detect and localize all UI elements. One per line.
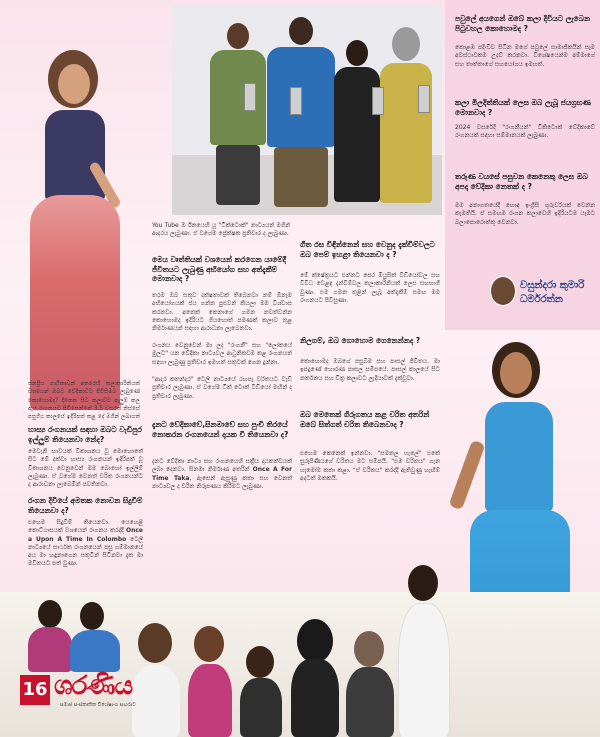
photo-two-women [20, 592, 130, 672]
photo-man-elder [340, 625, 400, 737]
rmid-q3-body: එහෙම කෙනෙක් ඉන්නවා. "සමනල හැලේ" එකේ සුරූපිණියගේ චරිතය මට සමීපයි. "එම චරිතය" ගැන හැමෝම කතා කළා. "ඒ චරිතය" කරද්දී ඇතිවුණු හැඟීම් අදටත් මතකයි. [300, 450, 440, 482]
right-q2-heading: කලා මිලදිත්තියක් ලෙස ඔබ ලැබූ ජයග්‍රහණ මොනවාද ? [455, 98, 591, 117]
left-q1-heading: හාස්‍ය රංගනයක් සඳහා ඔබට වැඩිපුර ඉල්ලුම් තියෙනවා නේද? [28, 425, 142, 444]
photo-woman-white [392, 555, 452, 737]
left-q2-body-pre: එහෙම සිදුවීම් තියෙනවා. යෙහෙළි කොට්ඨාසයක් වශයෙන් රංගනය කරද්දී [28, 519, 143, 535]
photo-woman-hijab [285, 615, 345, 737]
photo-woman-pink [182, 620, 237, 737]
page-number: 16 [20, 675, 50, 705]
mid-q1-heading: මෙය වෘත්තියක් වශයෙන් කරගෙන යාමේදී ජීවිතයට ලැබුණු අභියෝග සහ අත්දැකීම් මොනවාද ? [152, 255, 287, 283]
right-q1-heading: පවුලේ අයගෙන් ඔබේ කලා දිවියට ලැබෙන පිටුවහල කොහොමද ? [455, 14, 591, 33]
author-avatar [490, 276, 516, 306]
left-q2-body-post: ටෙලි නාට්‍යයේ සාර්ථක රංගනයෙන් පසු ගම්මානයේ අය මා හඳුනාගෙන සතුටින් සිටිනවා දැක මා මවිතයට පත් වුණා. [28, 535, 143, 568]
mid-q1-body2: රංගනය වෙනුවෙන් මා ලද "රංගනී" සහ "ලෝකයේ මුලට" යන වේදිකා නාට්‍යවල ආධුනිකවම කළ රංගනයන් සඳහා ලැබුණු ප්‍රතිචාර ඉමහත් සතුටක් ගෙන දුන්නා. [152, 342, 292, 366]
model-photo-left [0, 10, 150, 410]
author-name-line2: ධර්මරත්න [520, 294, 563, 305]
right-q3-body: මම අනාගතයේදී හොඳ ඉංග්‍රීසි ගුරුවරියක් වෙන්න කැමතියි. ඒ සමඟම රංගන කලාවෙහි ඉදිරියටම යෑමට බලාපොරොත්තු වෙනවා. [455, 202, 595, 226]
rmid-q2-heading: නිලගම්, ඔබ ගොහොම ගෙනෙන්නද ? [300, 336, 421, 345]
mid-intro: You Tube ඔ ඊනයෙහි යූ "ටික්ටොක්" නාට්‍යයන් මගින් ආදරය ලැබුණා. ඒ වගේම ප්‍රේක්ෂක ප්‍රතිචාර ද ලැබුණා. [152, 222, 290, 238]
left-q2-body [28, 519, 143, 581]
mid-q2-heading: දැනට වේදිකාවේ,සිනමාවේ සහ පුංචි තිරයේ නොකරන රංගනයෙන් දායක වී තියෙනවා ද? [152, 420, 289, 439]
right-q3-heading: තරුණ වයසේ පසුවන කෙනෙකු ලෙස ඔබ අපදා වේදිකා නෙතක් ද ? [455, 172, 588, 191]
photo-woman-dark [236, 640, 286, 737]
mid-q1-body3: "ආදර කතන්දර" ටෙලි නාට්‍යයේ රඟපෑ චරිතයට වැඩි ප්‍රතිචාර ලැබුණා. ඒ වගේම ටික් ටොක් වීඩියෝ මඟින් ද ප්‍රතිචාර ලැබුණා. [152, 376, 292, 400]
brand-subtitle: සමාජ සංස්කෘතික විශේෂාංග සඟරාව [60, 702, 136, 708]
mid-q2-body-pre: දැනට වේදිකා නාට්‍ය සහ රංගනයෙහි සක්‍රීය දායකත්වයක් ලබා දෙනවා. සිනමා නිර්මාණ අතරින් [152, 458, 292, 474]
mid-q1-body: තරම ඔබ සතුව දක්ෂතාවක් තිබෙනවා නම් ඕනෑම අභියෝගයක් ජය ගන්න පුළුවන් කියලා මම විශ්වාස කරනවා. අනෙක් කෙනාගේ ගමන නවත්වන්න කොහොමද ඉදිරියට ගියහොත් පමණක් කලාව තුළ නිර්මාණයන් සඳහා ආරාධනා ලැබෙනවා. [152, 292, 292, 333]
left-q1-body: මෙවැනි භාවයක් විකාශනය වූ මොහොතේ සිට මේ දක්වා හාස්‍ය රංගනයන් ඉදිරිපත් වූ විකාශනය වෙනුවෙන් මම බොහෝ ඉල්ලීම් ලැබුණා. ඒ වගේම වෙනත් චරිත රංගනයන්ට ද ආරාධනා ලැබෙමින් පවතිනවා. [28, 448, 143, 489]
author-name-line1: වසුන්දරා කුමාරි [520, 280, 585, 291]
rmid-q1-body: මේ ක්ෂේත්‍රයට එන්නට පෙර මියුසික් වීඩියෝවල සහ විවිධ වෙළඳ දැන්වීම්වල කලාකාරිනියක් ලෙස සහභාගී වුණා. එම ගමන තුළින් ලැබූ අත්දැකීම් සමඟ මම රංගනයට පිවිසුණා. [300, 272, 440, 304]
mid-q2-highlight: Once A For Time Taka [152, 466, 292, 482]
brand-title: ශරණිය [54, 671, 133, 701]
left-q2-heading: රංගන දිවියේ අමතක නොවන සිදුවීම් තියෙනවා ද? [28, 496, 143, 515]
rmid-q1-heading: ගීත රස විඳින්නෙන් සහ වෙනුද දැක්වීම්වලට ඔබ පෙම් ඉහළා තියෙනවා ද ? [300, 240, 435, 259]
rmid-q3-heading: ඔබ මෙතෙක් ගිරුගතය කළ චරිත අතරින් ඔබේ සිත්ගත් චරිත තිබෙනවාද ? [300, 410, 430, 429]
left-intro-text: ජනප්‍රිය ගායිකාවන් අතරෙහි කලාකාරිනියක් වශයෙන් ඔබට වේදිකාවට පිවිසීමට ලැබුණේ කොහොමද? දිනෙක සිට කලාවට ඇලුම් කල ඇය රංගනයට පිවිසෙන්නේ 3.5 වසරක් තිස්සේ පසුගිය කාලයේ ඉදිරිපත් කළ දේ මගින් ලබාගත් [28, 381, 140, 420]
mid-q2-body-post: , ඇසෙන් ඇසුණු කතා සහ වෙනත් නාට්‍යවල ද චරිත නිරූපණය කිරීමට ලැබුණා. [152, 474, 292, 490]
right-q2-body: 2024 වසරේදී "රංගනීයන්" ටිකිටොක් වේදිකාවේ රංගනයක් සඳහා සම්මානයක් ලැබුණා. [455, 124, 595, 140]
magazine-logo [20, 671, 160, 715]
mid-q2-body [152, 458, 292, 578]
left-q2-highlight: Once a Upon A Time In Colombo [28, 527, 143, 543]
rmid-q2-body: කොහොමද ඔබගේ පසුබිම සහ පාසල් ජීවිතය. මා ඉපදුණේ හොරණ පාසල සමීපයේ. පාසල් කාලයේ සිට නර්තනය සහ චිත්‍ර කලාවට ලැදියාවක් දැක්වූවා. [300, 358, 440, 382]
group-photo-top [172, 5, 442, 215]
right-q1-body: කොළඹ පදිංචිව සිටින මගේ පවුලේ සාමාජිකයින් සෑම අවස්ථාවකම උදව් කරනවා. විශේෂයෙන්ම අම්මාගේ සහ තාත්තාගේ සහයෝගය ඉමහත්. [455, 44, 595, 68]
